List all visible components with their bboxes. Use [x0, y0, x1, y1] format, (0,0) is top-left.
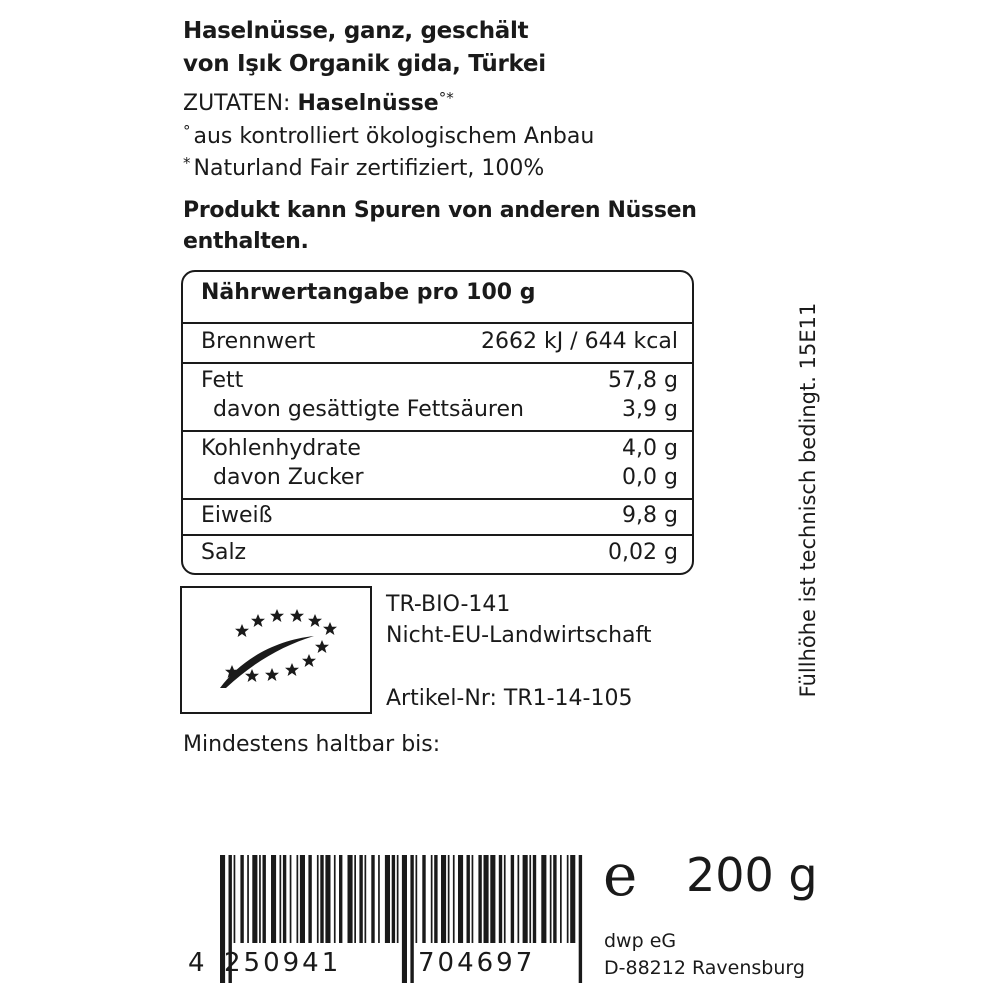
barcode-bar [234, 855, 236, 943]
barcode-digits-right: 704697 [418, 948, 536, 978]
barcode-bar [504, 855, 506, 943]
barcode-bar [325, 855, 330, 943]
barcode-bar [359, 855, 362, 943]
barcode-bar [422, 855, 425, 943]
nutrition-row-carbs [183, 430, 692, 498]
nutrition-value: 57,8 g [608, 368, 678, 393]
barcode-bar [385, 855, 390, 943]
article-number: Artikel-Nr: TR1-14-105 [386, 686, 633, 711]
barcode-bar [247, 855, 249, 943]
nutrition-row-energy [183, 322, 692, 362]
ingredients-note-fair [183, 156, 544, 181]
barcode-bar [397, 855, 399, 943]
nutrition-row-fat [183, 362, 692, 430]
allergen-line1: Produkt kann Spuren von anderen Nüssen [183, 198, 697, 223]
barcode-bar [529, 855, 531, 943]
eu-organic-logo [180, 586, 372, 714]
company-name: dwp eG [604, 930, 677, 952]
barcode-bar [300, 855, 305, 943]
barcode-bar [434, 855, 437, 943]
nutrition-label: Salz [201, 540, 247, 565]
barcode-bar [308, 855, 311, 943]
barcode-bar [252, 855, 257, 943]
nutrition-row-protein [183, 498, 692, 534]
barcode-bar [297, 855, 299, 943]
barcode-bar [467, 855, 470, 943]
note-mark-degree: ° [183, 122, 191, 140]
barcode-bar [365, 855, 367, 943]
nutrition-value: 0,0 g [622, 465, 678, 490]
barcode-bar [240, 855, 243, 943]
barcode-bar [553, 855, 556, 943]
barcode-bar [484, 855, 489, 943]
barcode-bar [453, 855, 455, 943]
nutrition-value: 3,9 g [622, 397, 678, 422]
nutrition-heading: Nährwertangabe pro 100 g [201, 280, 536, 305]
eu-leaf-icon [182, 588, 370, 712]
ingredients-label: ZUTATEN: [183, 91, 291, 116]
barcode-bar [499, 855, 502, 943]
barcode-bar [533, 855, 536, 943]
barcode-bar [511, 855, 514, 943]
allergen-line2: enthalten. [183, 229, 309, 254]
barcode-bar [290, 855, 292, 943]
product-title-line2: von Işık Organik gida, Türkei [183, 51, 546, 77]
barcode-bar [410, 855, 413, 983]
barcode-bar [317, 855, 319, 943]
ingredients-value: Haselnüsse [297, 91, 439, 116]
company-address: D-88212 Ravensburg [604, 957, 805, 979]
barcode-bar [550, 855, 552, 943]
organic-control-code: TR-BIO-141 [386, 592, 511, 617]
barcode-bar [560, 855, 562, 943]
nutrition-label: davon gesättigte Fettsäuren [213, 397, 524, 422]
barcode-bar [541, 855, 546, 943]
nutrition-label: Fett [201, 368, 244, 393]
nutrition-label: Kohlenhydrate [201, 436, 361, 461]
ingredients-line [183, 91, 457, 116]
barcode-bar [570, 855, 575, 943]
net-quantity: 200 g [686, 848, 818, 902]
barcode-bar [579, 855, 582, 983]
product-title-line1: Haselnüsse, ganz, geschält [183, 18, 529, 44]
barcode-bar [416, 855, 418, 943]
barcode-bar [472, 855, 474, 943]
barcode-bar [402, 855, 407, 983]
note-mark-asterisk: * [183, 154, 191, 172]
barcode-bar [339, 855, 342, 943]
barcode-bar [448, 855, 450, 943]
barcode-bar [567, 855, 569, 943]
fill-level-note: Füllhöhe ist technisch bedingt. 15E11 [796, 302, 820, 698]
barcode-bar [523, 855, 528, 943]
barcode-bar [280, 855, 282, 943]
note-fair-text: Naturland Fair zertifiziert, 100% [193, 156, 545, 181]
nutrition-value: 0,02 g [608, 540, 678, 565]
barcode-bar [348, 855, 353, 943]
organic-origin: Nicht-EU-Landwirtschaft [386, 623, 652, 648]
nutrition-row-salt [183, 534, 692, 575]
nutrition-value: 4,0 g [622, 436, 678, 461]
nutrition-label: Eiweiß [201, 503, 273, 528]
best-before-label: Mindestens haltbar bis: [183, 732, 441, 757]
barcode-bar [320, 855, 323, 943]
nutrition-label: davon Zucker [213, 465, 364, 490]
barcode-bar [478, 855, 481, 943]
barcode-bar [334, 855, 336, 943]
barcode-bar [378, 855, 380, 943]
barcode-digits-left: 250941 [224, 948, 342, 978]
barcode-bar [441, 855, 446, 943]
nutrition-value: 9,8 g [622, 503, 678, 528]
barcode-digit-prefix: 4 [188, 948, 205, 978]
nutrition-label: Brennwert [201, 329, 316, 354]
barcode-bar [354, 855, 356, 943]
barcode-bar [518, 855, 520, 943]
barcode-bar [259, 855, 261, 943]
note-organic-text: aus kontrolliert ökologischem Anbau [193, 124, 595, 149]
barcode-bar [271, 855, 276, 943]
barcode-bar [283, 855, 286, 943]
barcode-bar [490, 855, 495, 943]
barcode-bar [458, 855, 463, 943]
barcode-bar [371, 855, 374, 943]
ingredients-marks: °* [438, 89, 454, 107]
nutrition-value: 2662 kJ / 644 kcal [480, 329, 678, 354]
barcode-bar [392, 855, 395, 943]
nutrition-table [181, 270, 694, 575]
estimated-sign-icon: e [603, 841, 638, 909]
barcode-bar [263, 855, 266, 943]
barcode-bar [431, 855, 433, 943]
ingredients-note-organic [183, 124, 594, 149]
